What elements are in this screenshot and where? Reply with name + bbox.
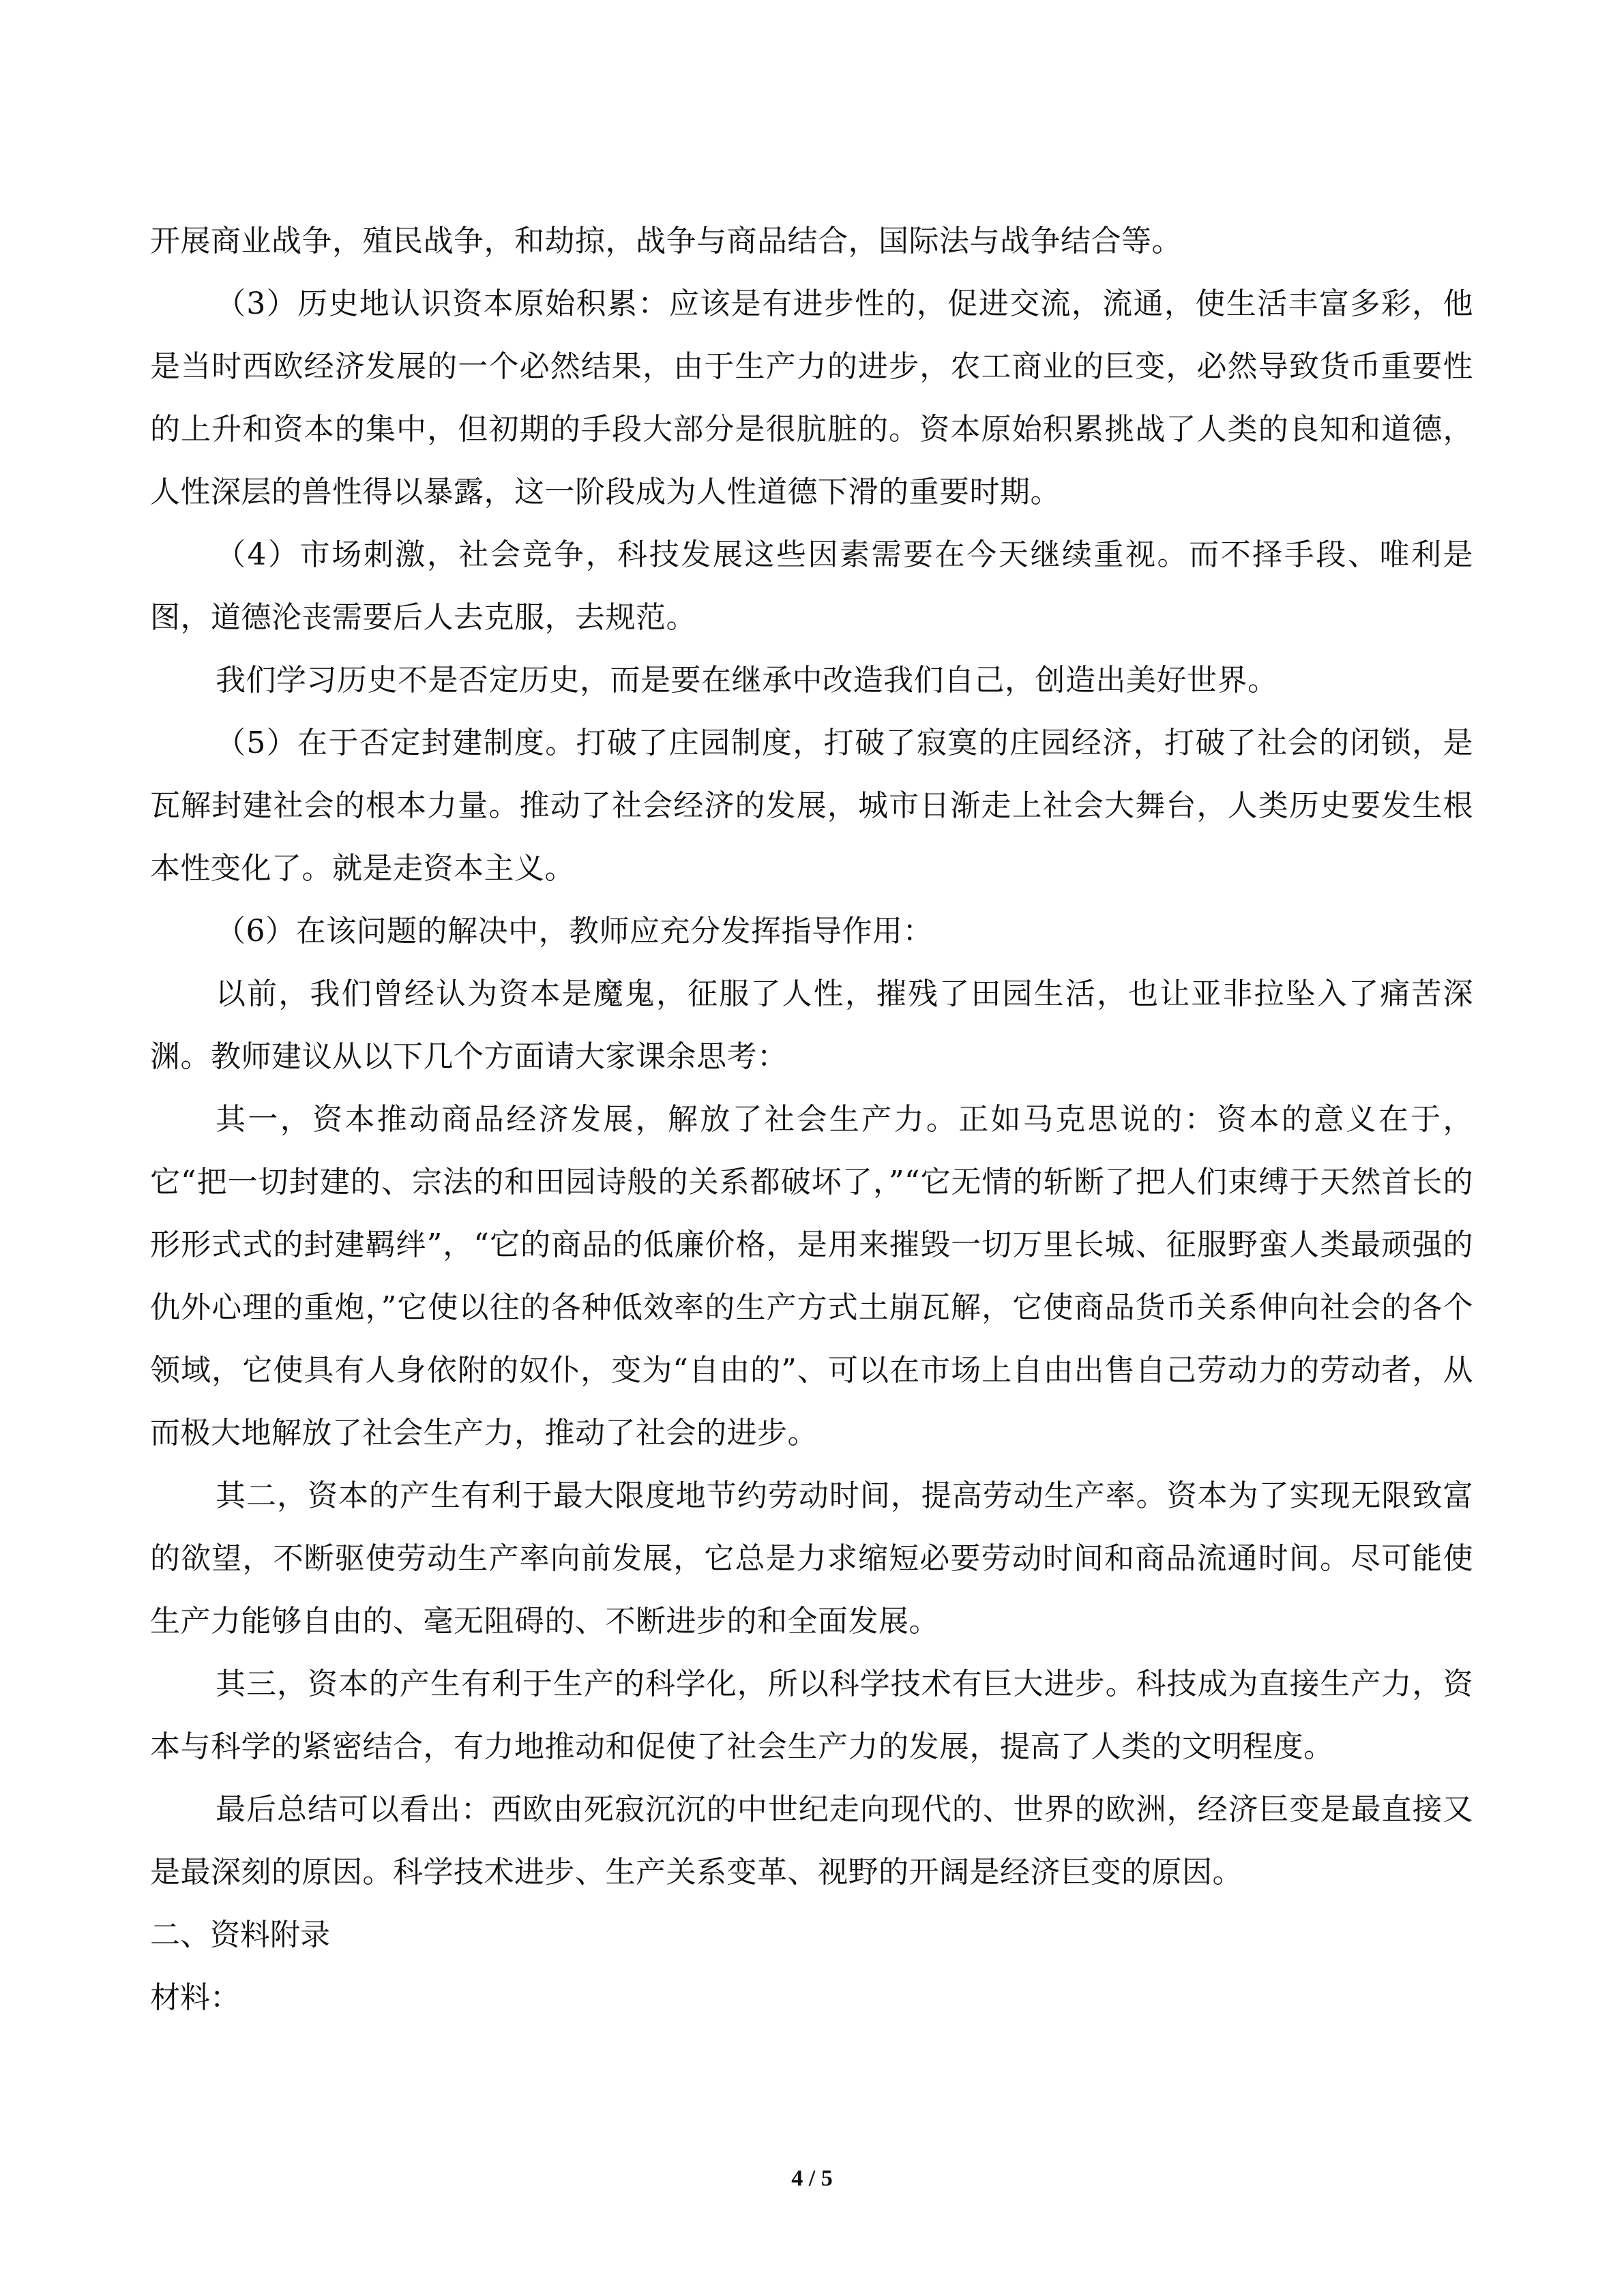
paragraph-second-reason: 其二，资本的产生有利于最大限度地节约劳动时间，提高劳动生产率。资本为了实现无限致富的欲望，不断驱使劳动生产率向前发展，它总是力求缩短必要劳动时间和商品流通时间。尽可能使生产力能够自由的、毫无阻碍的、不断进步的和全面发展。 bbox=[150, 1478, 1473, 1639]
page-body bbox=[150, 210, 1473, 2029]
paragraph-continuation: 开展商业战争，殖民战争，和劫掠，战争与商品结合，国际法与战争结合等。 bbox=[150, 224, 1182, 258]
paragraph-point-6: （6）在该问题的解决中，教师应充分发挥指导作用： bbox=[216, 914, 933, 949]
paragraph-teacher-suggestion: 以前，我们曾经认为资本是魔鬼，征服了人性，摧残了田园生活，也让亚非拉坠入了痛苦深渊。教师建议从以下几个方面请大家课余思考： bbox=[150, 976, 1473, 1074]
paragraph-point-5: （5）在于否定封建制度。打破了庄园制度，打破了寂寞的庄园经济，打破了社会的闭锁，是瓦解封建社会的根本力量。推动了社会经济的发展，城市日渐走上社会大舞台，人类历史要发生根本性变化了。就是走资本主义。 bbox=[150, 726, 1473, 886]
material-label: 材料： bbox=[150, 1980, 240, 2015]
paragraph-point-3: （3）历史地认识资本原始积累：应该是有进步性的，促进交流，流通，使生活丰富多彩，他是当时西欧经济发展的一个必然结果，由于生产力的进步，农工商业的巨变，必然导致货币重要性的上升和资本的集中，但初期的手段大部分是很肮脏的。资本原始积累挑战了人类的良知和道德，人性深层的兽性得以暴露，这一阶段成为人性道德下滑的重要时期。 bbox=[150, 286, 1473, 509]
paragraph-point-4: （4）市场刺激，社会竞争，科技发展这些因素需要在今天继续重视。而不择手段、唯利是图，道德沦丧需要后人去克服，去规范。 bbox=[150, 537, 1473, 635]
paragraph-third-reason: 其三，资本的产生有利于生产的科学化，所以科学技术有巨大进步。科技成为直接生产力，资本与科学的紧密结合，有力地推动和促使了社会生产力的发展，提高了人类的文明程度。 bbox=[150, 1667, 1473, 1764]
paragraph-history-note: 我们学习历史不是否定历史，而是要在继承中改造我们自己，创造出美好世界。 bbox=[216, 663, 1278, 698]
paragraph-first-reason: 其一，资本推动商品经济发展，解放了社会生产力。正如马克思说的：资本的意义在于，它“把一切封建的、宗法的和田园诗般的关系都破坏了，”“它无情的斩断了把人们束缚于天然首长的形形式式的封建羁绊”，“它的商品的低廉价格，是用来摧毁一切万里长城、征服野蛮人类最顽强的仇外心理的重炮，”它使以往的各种低效率的生产方式土崩瓦解，它使商品货币关系伸向社会的各个领域，它使具有人身依附的奴仆，变为“自由的”、可以在市场上自由出售自己劳动力的劳动者，从而极大地解放了社会生产力，推动了社会的进步。 bbox=[150, 1102, 1474, 1450]
section-heading-appendix: 二、资料附录 bbox=[150, 1918, 330, 1952]
paragraph-summary: 最后总结可以看出：西欧由死寂沉沉的中世纪走向现代的、世界的欧洲，经济巨变是最直接又是最深刻的原因。科学技术进步、生产关系变革、视野的开阔是经济巨变的原因。 bbox=[150, 1792, 1473, 1890]
page-number: 4 / 5 bbox=[791, 2166, 833, 2191]
